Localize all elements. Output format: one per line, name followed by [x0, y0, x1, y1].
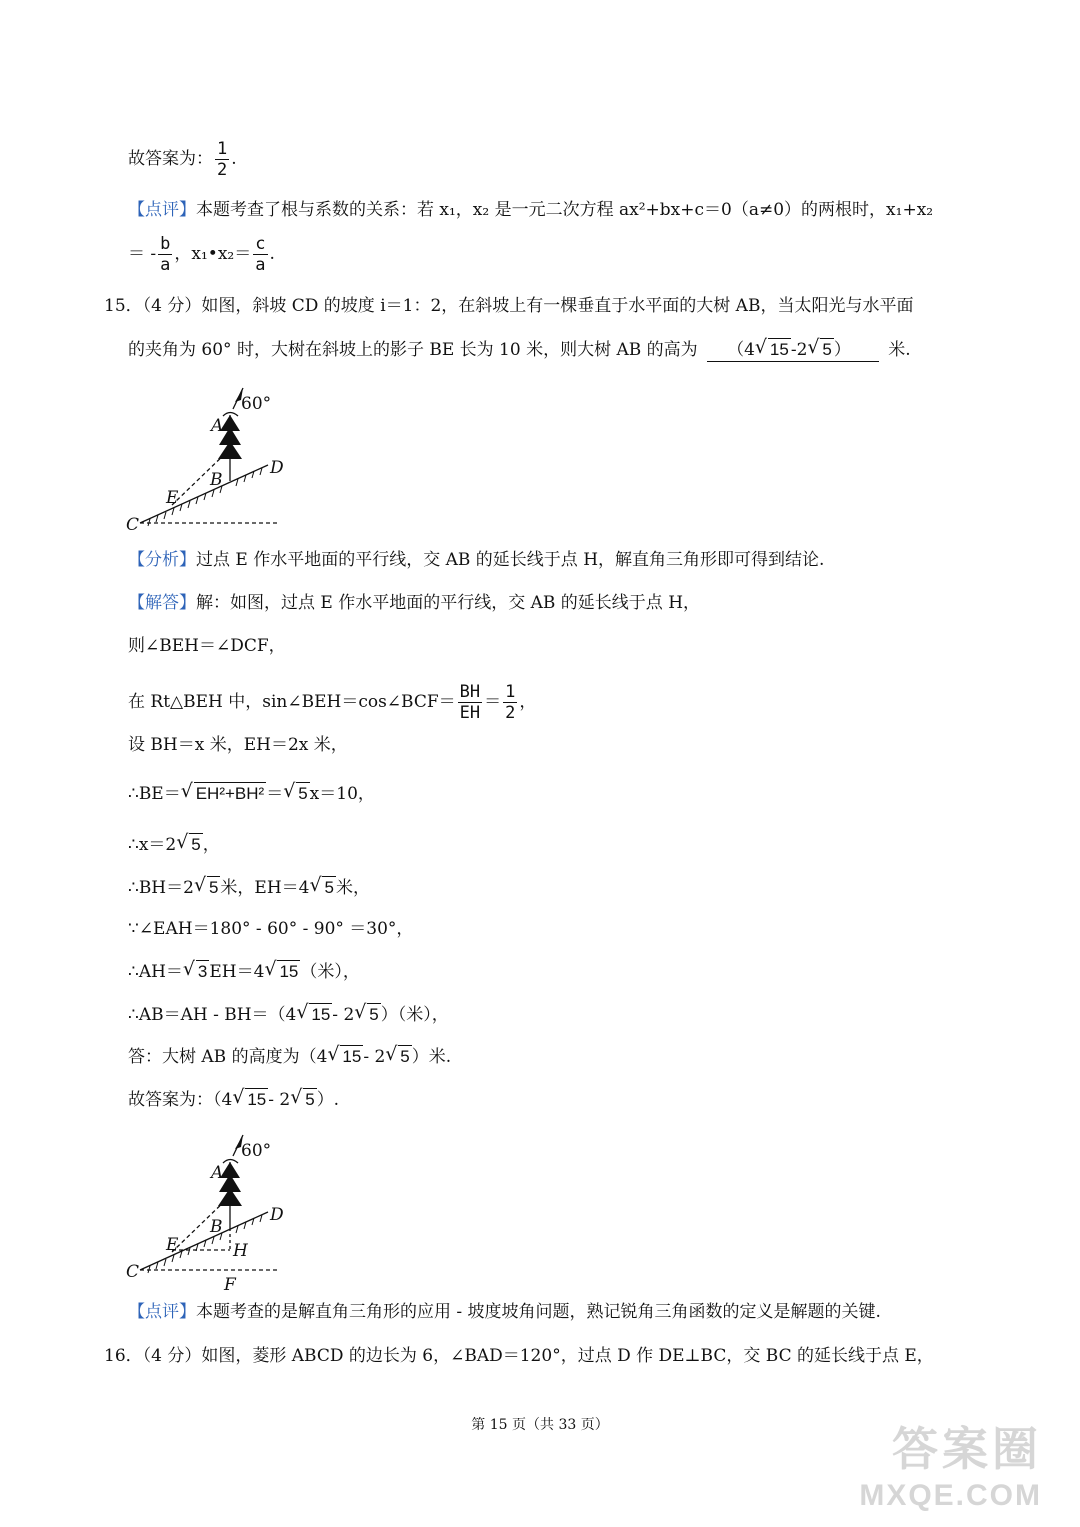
review-tag: 【点评】 [128, 200, 196, 220]
solution-line-4: 设 BH＝x 米，EH＝2x 米， [128, 735, 348, 755]
answer-line: 故答案为： $\frac{1}{2}$ . [128, 139, 237, 180]
watermark-logo: 答案圈 [892, 1423, 1042, 1475]
solution-line-3: 在 Rt△BEH 中，sin∠BEH＝cos∠BCF＝ $\frac{BH}{EH}$ ＝ $\frac{1}{2}$ ， [128, 682, 537, 723]
label-E: E [166, 488, 179, 508]
label-H: H [233, 1241, 248, 1261]
solution-line-12: 故答案为：（4√ 15 - 2√ 5 ）. [128, 1088, 339, 1111]
label-angle: 60° [241, 394, 272, 414]
label-B: B [210, 1217, 223, 1237]
fraction: $\frac{1}{2}$ [217, 139, 228, 180]
label-D: D [270, 1205, 284, 1225]
solution-line-5: ∴BE＝√ EH²+BH² ＝√ 5 x＝10， [128, 782, 375, 805]
label-A: A [211, 416, 224, 436]
solution-line-2: 则∠BEH＝∠DCF， [128, 636, 286, 656]
watermark-url: MXQE.COM [859, 1479, 1042, 1512]
label-A: A [211, 1163, 224, 1183]
analysis-tag: 【分析】 [128, 550, 196, 570]
solution-tag: 【解答】 [128, 593, 196, 613]
label-B: B [210, 470, 223, 490]
solution-line-7: ∴BH＝2√ 5 米，EH＝4√ 5 米， [128, 876, 370, 899]
label-D: D [270, 458, 284, 478]
question-15-line2: 的夹角为 60° 时，大树在斜坡上的影子 BE 长为 10 米，则大树 AB 的高为 （4√ 15 -2√ 5 ） 米. [128, 338, 911, 362]
solution-line-11: 答：大树 AB 的高度为（4√ 15 - 2√ 5 ）米. [128, 1045, 451, 1068]
watermark [859, 1413, 1042, 1513]
slope-tree-solution-figure [120, 1128, 290, 1293]
question-15-line1: 15．（4 分）如图，斜坡 CD 的坡度 i＝1：2，在斜坡上有一棵垂直于水平面的大树 AB，当太阳光与水平面 [104, 296, 914, 316]
review-tag-2: 【点评】 [128, 1302, 196, 1322]
label-F: F [224, 1275, 236, 1293]
solution-line-10: ∴AB＝AH - BH＝（4√ 15 - 2√ 5 ）（米）， [128, 1003, 449, 1026]
vieta-formula: ＝ - $\frac{b}{a}$ ，x₁•x₂＝ $\frac{c}{a}$ . [128, 234, 275, 275]
label-E: E [166, 1235, 179, 1255]
label-C: C [126, 1262, 140, 1282]
solution-line-1: 【解答】解：如图，过点 E 作水平地面的平行线，交 AB 的延长线于点 H， [128, 593, 701, 613]
slope-tree-figure [120, 385, 290, 535]
review-line: 【点评】本题考查了根与系数的关系：若 x₁，x₂ 是一元二次方程 ax²+bx+c＝0（a≠0）的两根时，x₁+x₂ [128, 200, 934, 220]
answer-blank: （4√ 15 -2√ 5 ） [707, 338, 879, 362]
analysis-line: 【分析】过点 E 作水平地面的平行线，交 AB 的延长线于点 H，解直角三角形即可得到结论. [128, 550, 825, 570]
solution-line-6: ∴x＝2√ 5 ， [128, 833, 220, 856]
page-footer: 第 15 页（共 33 页） [471, 1417, 609, 1433]
question-16-line: 16．（4 分）如图，菱形 ABCD 的边长为 6，∠BAD＝120°，过点 D 作 DE⊥BC，交 BC 的延长线于点 E， [104, 1346, 934, 1366]
solution-line-9: ∴AH＝√ 3 EH＝4√ 15 （米）， [128, 960, 360, 983]
label-C: C [126, 515, 140, 535]
label-angle: 60° [241, 1141, 272, 1161]
review-line-2: 【点评】本题考查的是解直角三角形的应用 - 坡度坡角问题，熟记锐角三角函数的定义是解题的关键. [128, 1302, 881, 1322]
solution-line-8: ∵∠EAH＝180° - 60° - 90° ＝30°， [128, 919, 414, 939]
